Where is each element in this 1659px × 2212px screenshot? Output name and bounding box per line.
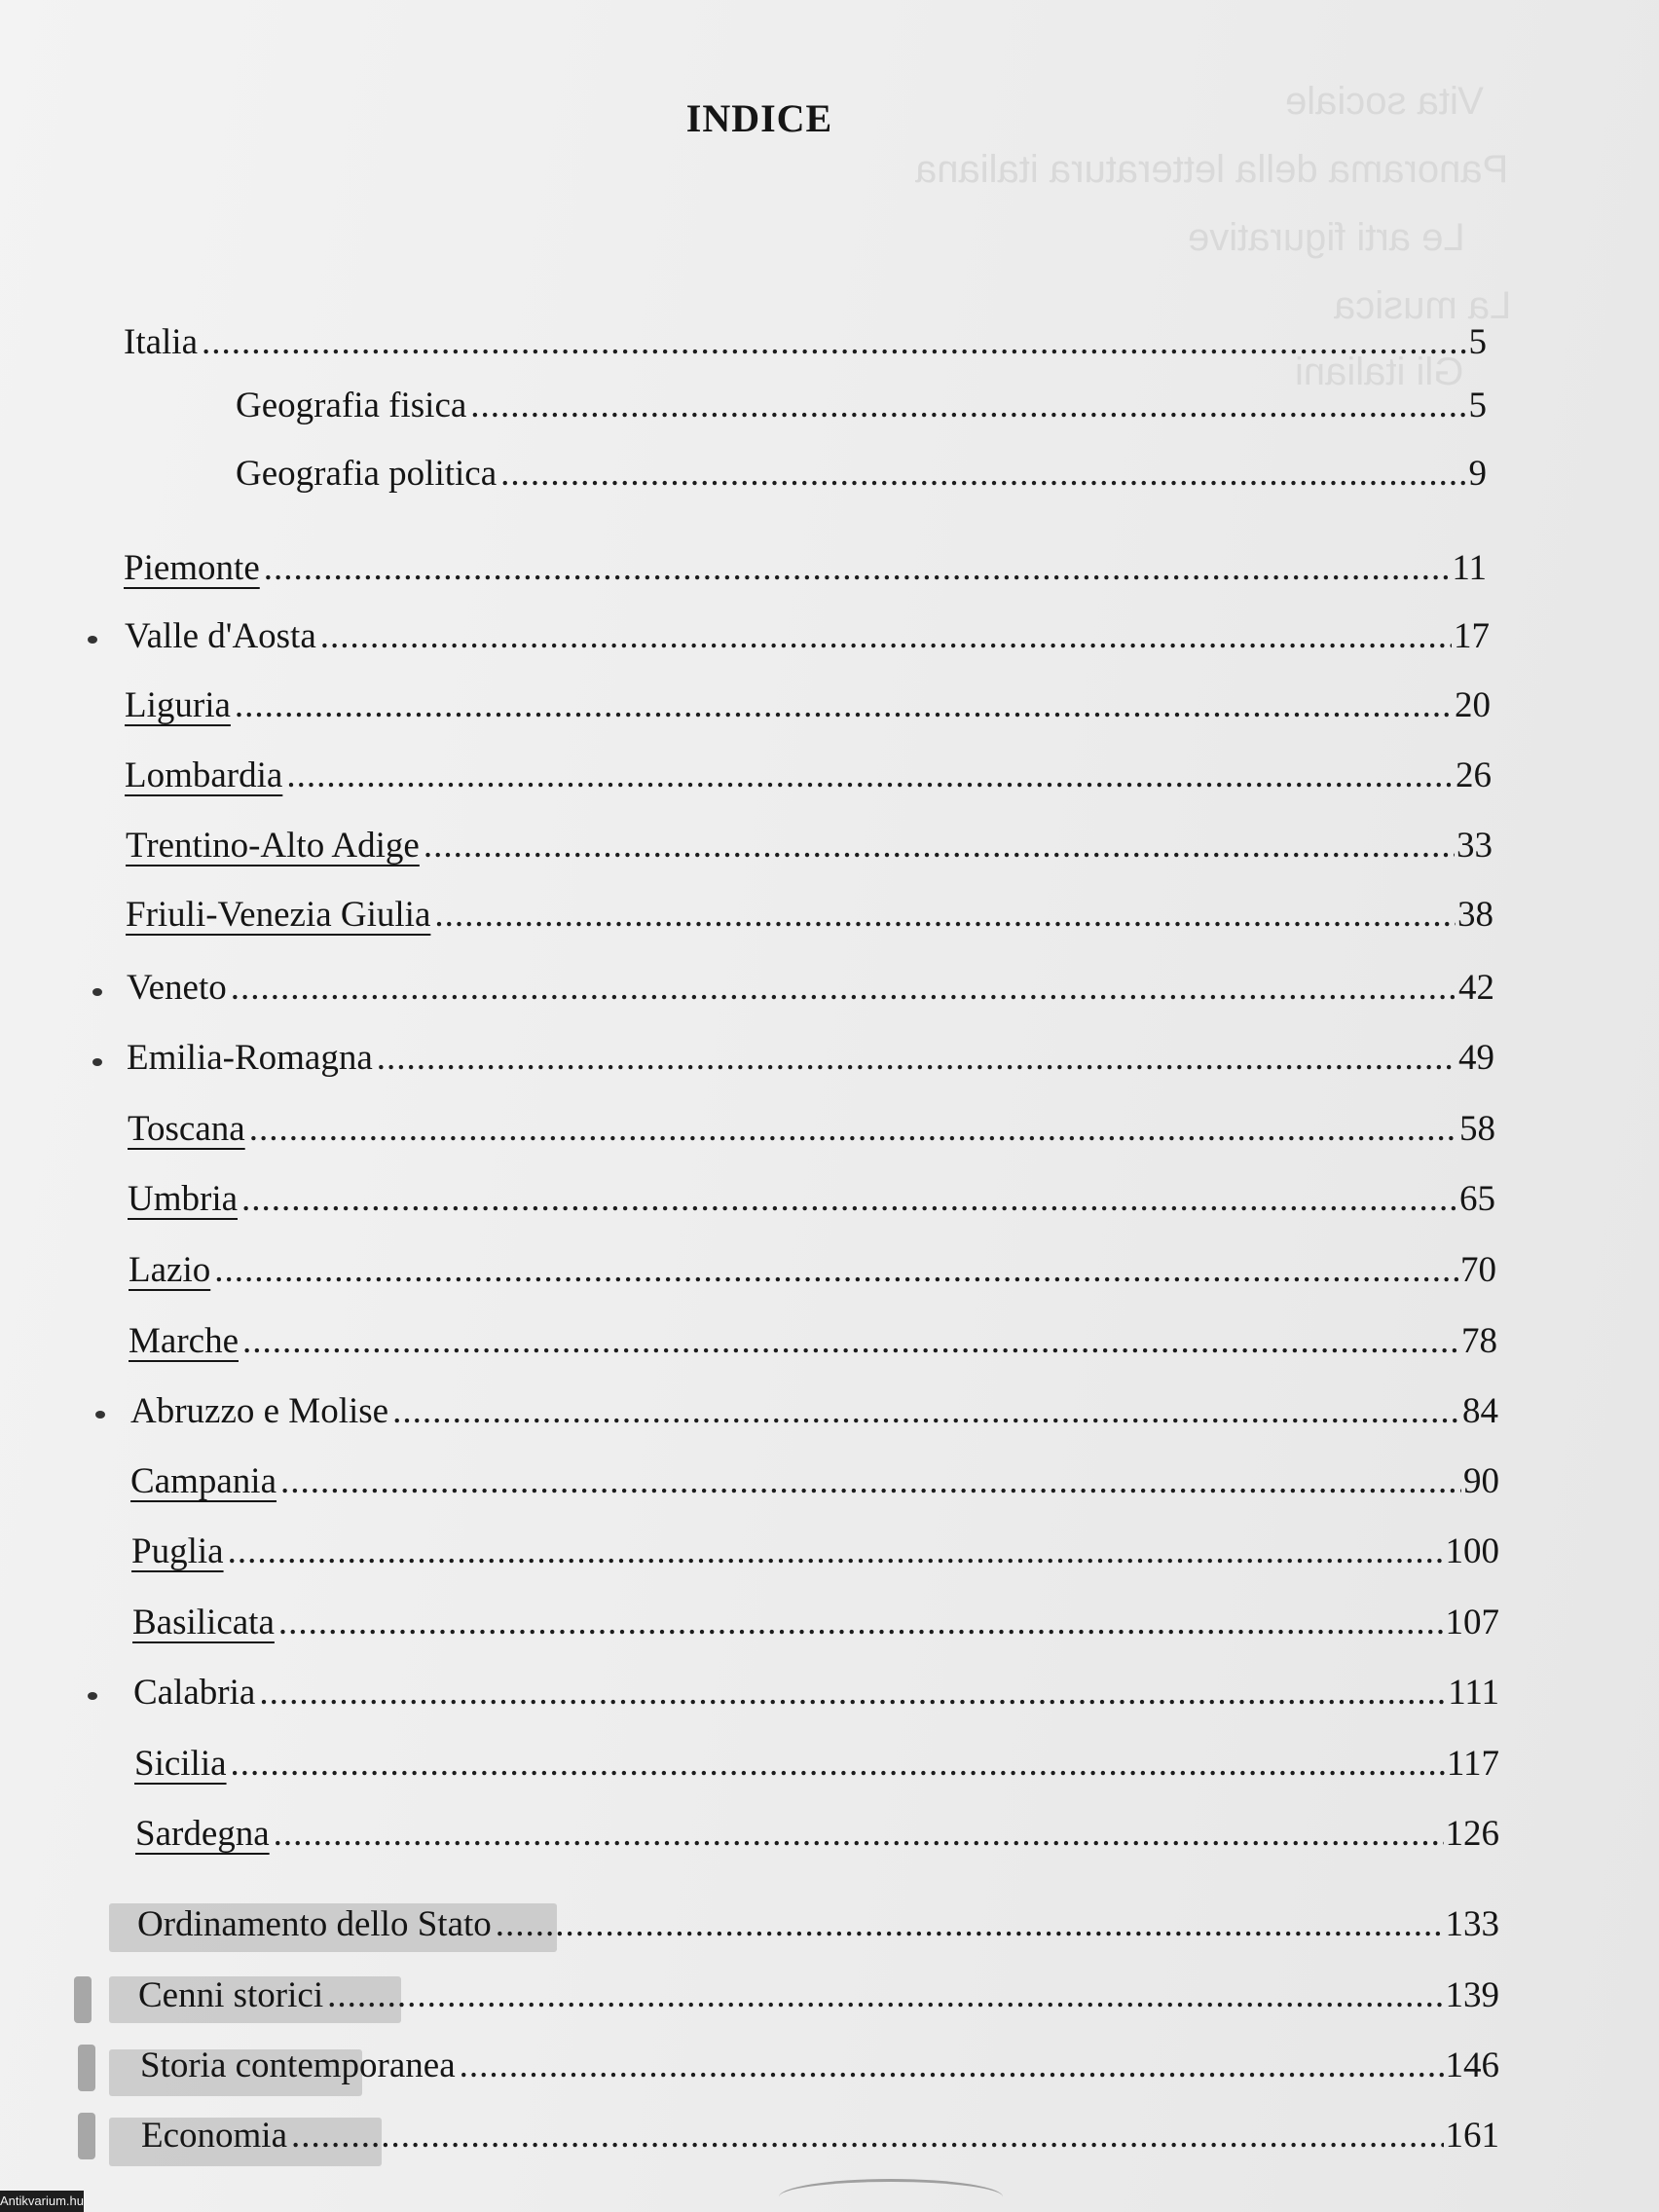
index-entry xyxy=(137,1903,1499,1946)
dot-leader xyxy=(235,684,1453,727)
dot-leader xyxy=(280,1460,1461,1503)
show-through-line-3: Le arti figurative xyxy=(1188,216,1465,259)
entry-label: Valle d'Aosta xyxy=(125,616,316,656)
index-entry xyxy=(125,684,1491,727)
show-through-line-4: La musica xyxy=(1334,284,1512,327)
dot-leader xyxy=(320,615,1452,658)
entry-page: 11 xyxy=(1452,548,1487,588)
index-entry xyxy=(130,1460,1499,1503)
entry-page: 33 xyxy=(1456,826,1493,866)
dot-leader xyxy=(286,755,1454,797)
entry-label: Abruzzo e Molise xyxy=(130,1391,389,1431)
entry-page: 100 xyxy=(1445,1531,1499,1571)
entry-label: Puglia xyxy=(131,1531,224,1571)
dot-leader xyxy=(259,1672,1446,1714)
entry-page: 38 xyxy=(1457,895,1493,935)
index-entry xyxy=(236,385,1487,427)
bullet-mark xyxy=(95,1411,105,1419)
entry-page: 20 xyxy=(1455,685,1491,725)
watermark: Antikvarium.hu xyxy=(0,2191,84,2212)
bullet-mark xyxy=(88,636,97,644)
entry-label: Lazio xyxy=(129,1250,211,1290)
dot-leader xyxy=(228,1530,1444,1573)
marker-tick xyxy=(78,2045,95,2091)
dot-leader xyxy=(434,894,1456,937)
index-entry xyxy=(134,1743,1499,1786)
show-through-line-5: Gli italiani xyxy=(1295,350,1464,393)
entry-label: Cenni storici xyxy=(138,1975,324,2015)
entry-page: 90 xyxy=(1463,1461,1499,1501)
entry-label: Storia contemporanea xyxy=(140,2046,456,2085)
marker-tick xyxy=(74,1976,92,2023)
entry-page: 117 xyxy=(1446,1744,1499,1784)
entry-page: 107 xyxy=(1445,1603,1499,1642)
entry-label: Basilicata xyxy=(132,1603,275,1642)
entry-label: Sicilia xyxy=(134,1744,227,1784)
index-entry xyxy=(236,453,1487,496)
show-through-line-2: Panorama della letteratura italiana xyxy=(915,148,1509,191)
dot-leader xyxy=(242,1320,1459,1363)
pencil-scribble xyxy=(779,2179,1003,2212)
entry-label: Trentino-Alto Adige xyxy=(126,826,420,866)
dot-leader xyxy=(327,1974,1443,2017)
index-entry xyxy=(141,2115,1499,2157)
index-entry xyxy=(131,1530,1499,1573)
entry-page: 78 xyxy=(1461,1321,1497,1361)
dot-leader xyxy=(264,547,1451,590)
index-entry xyxy=(128,1108,1495,1151)
entry-label: Toscana xyxy=(128,1109,245,1149)
index-entry xyxy=(138,1974,1499,2017)
entry-label: Lombardia xyxy=(125,756,283,795)
entry-label: Calabria xyxy=(133,1673,256,1713)
index-entry xyxy=(133,1672,1499,1714)
index-entry xyxy=(126,894,1493,937)
entry-page: 111 xyxy=(1448,1673,1499,1713)
dot-leader xyxy=(214,1249,1458,1292)
index-entry xyxy=(128,1178,1495,1221)
entry-page: 26 xyxy=(1456,756,1492,795)
entry-label: Geografia fisica xyxy=(236,386,467,425)
entry-label: Marche xyxy=(129,1321,239,1361)
index-entry xyxy=(127,1037,1494,1080)
dot-leader xyxy=(496,1903,1444,1946)
entry-label: Campania xyxy=(130,1461,277,1501)
entry-label: Sardegna xyxy=(135,1814,270,1854)
entry-label: Friuli-Venezia Giulia xyxy=(126,895,431,935)
index-entry xyxy=(129,1320,1497,1363)
entry-label: Piemonte xyxy=(124,548,260,588)
entry-page: 65 xyxy=(1459,1179,1495,1219)
entry-label: Geografia politica xyxy=(236,454,498,494)
index-entry xyxy=(132,1602,1499,1644)
dot-leader xyxy=(470,385,1466,427)
entry-label: Liguria xyxy=(125,685,231,725)
entry-page: 70 xyxy=(1460,1250,1496,1290)
index-entry xyxy=(125,755,1492,797)
entry-page: 5 xyxy=(1468,322,1487,362)
entry-page: 58 xyxy=(1459,1109,1495,1149)
index-entry xyxy=(140,2045,1499,2087)
dot-leader xyxy=(249,1108,1457,1151)
dot-leader xyxy=(424,825,1455,867)
dot-leader xyxy=(278,1602,1444,1644)
entry-page: 161 xyxy=(1445,2116,1499,2156)
entry-page: 139 xyxy=(1445,1975,1499,2015)
dot-leader xyxy=(241,1178,1457,1221)
entry-page: 9 xyxy=(1468,454,1487,494)
entry-page: 146 xyxy=(1445,2046,1499,2085)
dot-leader xyxy=(500,453,1466,496)
index-entry xyxy=(125,615,1490,658)
entry-page: 49 xyxy=(1458,1038,1494,1078)
dot-leader xyxy=(392,1390,1460,1433)
entry-label: Economia xyxy=(141,2116,288,2156)
entry-page: 42 xyxy=(1458,968,1494,1008)
index-entry xyxy=(127,967,1494,1010)
entry-page: 5 xyxy=(1468,386,1487,425)
entry-label: Italia xyxy=(124,322,199,362)
bullet-mark xyxy=(92,988,102,996)
index-entry xyxy=(126,825,1493,867)
entry-label: Umbria xyxy=(128,1179,239,1219)
entry-label: Ordinamento dello Stato xyxy=(137,1904,492,1944)
entry-page: 84 xyxy=(1462,1391,1498,1431)
entry-label: Emilia-Romagna xyxy=(127,1038,373,1078)
dot-leader xyxy=(231,967,1456,1010)
dot-leader xyxy=(202,321,1466,364)
dot-leader xyxy=(274,1813,1444,1856)
dot-leader xyxy=(291,2115,1443,2157)
bullet-mark xyxy=(88,1692,97,1700)
entry-page: 133 xyxy=(1445,1904,1499,1944)
bullet-mark xyxy=(92,1058,102,1066)
entry-page: 126 xyxy=(1445,1814,1499,1854)
dot-leader xyxy=(231,1743,1445,1786)
index-entry xyxy=(135,1813,1499,1856)
index-entry xyxy=(129,1249,1496,1292)
marker-tick xyxy=(78,2113,95,2159)
dot-leader xyxy=(377,1037,1456,1080)
show-through-line-1: Vita sociale xyxy=(1285,80,1484,123)
entry-page: 17 xyxy=(1454,616,1490,656)
entry-label: Veneto xyxy=(127,968,227,1008)
dot-leader xyxy=(460,2045,1444,2087)
index-entry xyxy=(124,547,1487,590)
index-entry xyxy=(130,1390,1498,1433)
index-entry xyxy=(124,321,1487,364)
index-title: INDICE xyxy=(685,96,833,140)
